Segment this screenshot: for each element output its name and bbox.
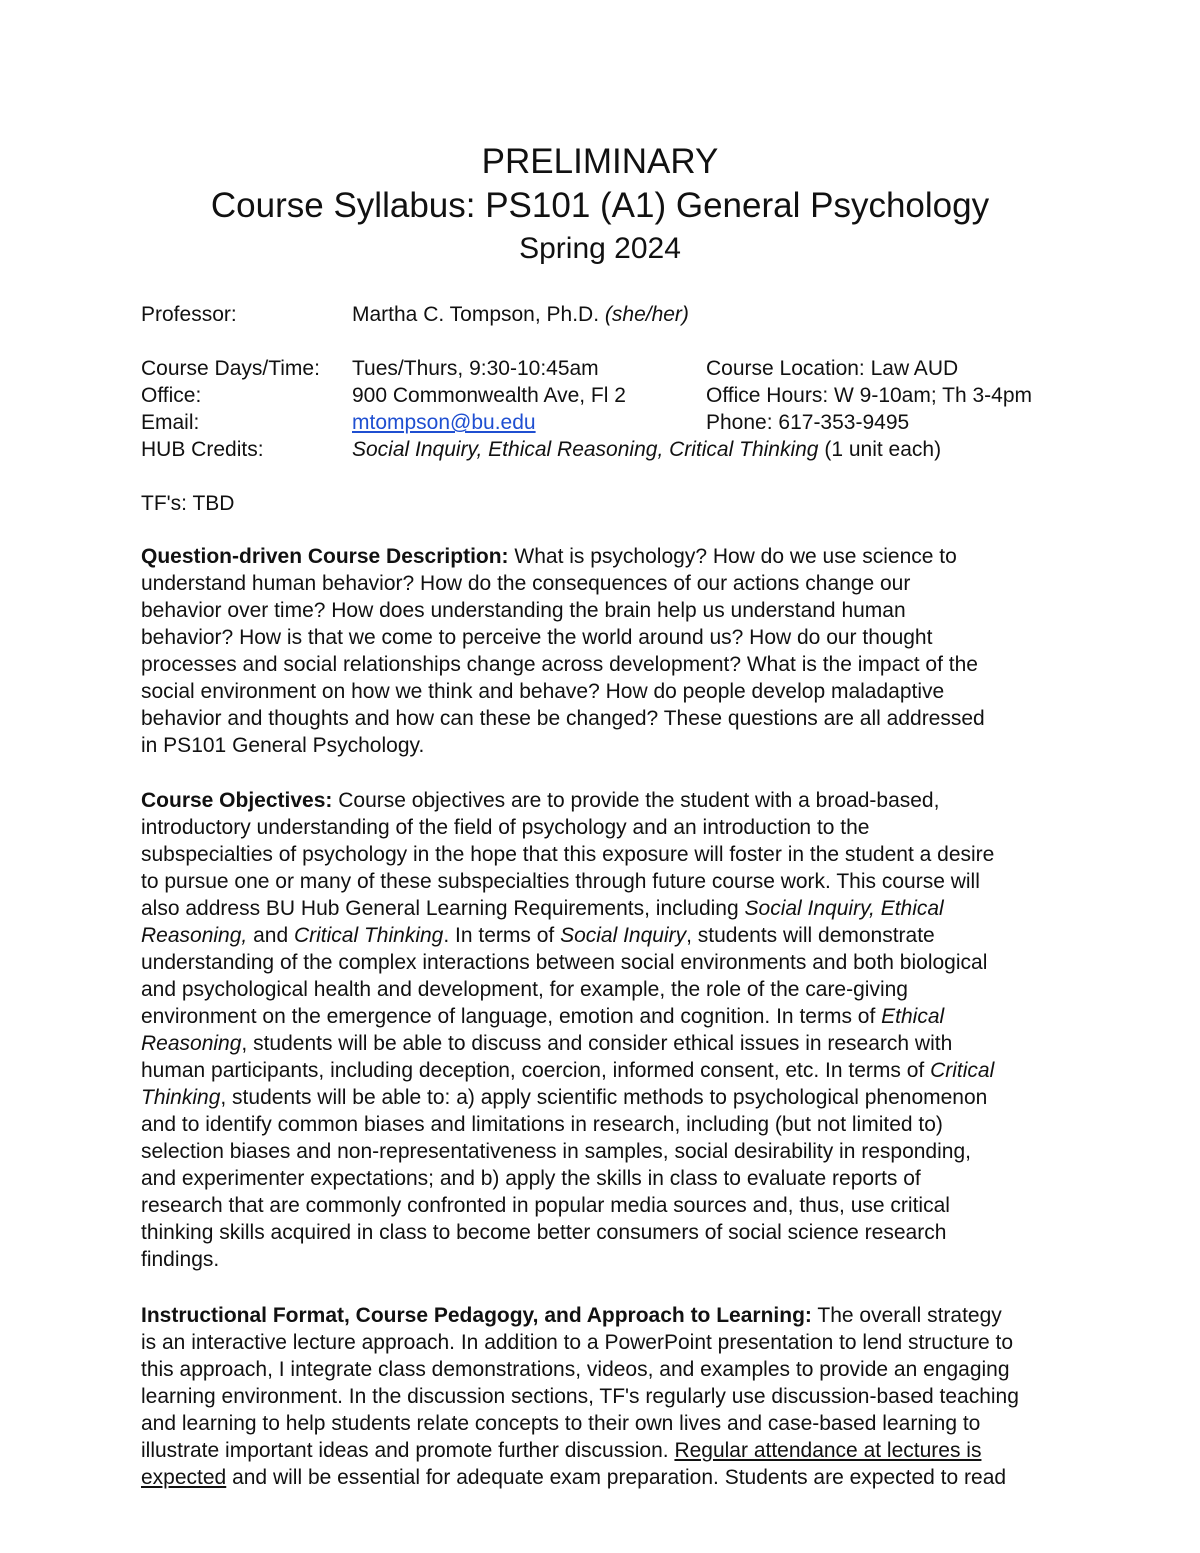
title-block <box>0 140 1200 270</box>
objectives-text: environment on the emergence of language, emotion and cognition. In terms of <box>141 1005 882 1028</box>
professor-name: Martha C. Tompson, Ph.D. <box>352 303 605 326</box>
instructional-format <box>141 1302 1131 1491</box>
course-location-label: Course Location: <box>706 357 865 380</box>
description-line: social environment on how we think and behave? How do people develop maladaptive <box>141 680 945 703</box>
objectives-italic: Reasoning <box>141 1032 242 1055</box>
objectives-text: , students will be able to discuss and consider ethical issues in research with <box>241 1032 953 1055</box>
objectives-line: and to identify common biases and limitations in research, including (but not limited to) <box>141 1113 943 1136</box>
format-line: and learning to help students relate concepts to their own lives and case-based learning to <box>141 1412 981 1435</box>
objectives-line <box>141 922 1131 949</box>
phone-label: Phone: <box>706 411 773 434</box>
description-line: behavior and thoughts and how can these be changed? These questions are all addressed <box>141 707 985 730</box>
objectives-line: Course objectives are to provide the student with a broad-based, <box>338 789 940 812</box>
phone-value: 617-353-9495 <box>778 411 910 434</box>
course-location <box>706 355 958 382</box>
office-label: Office: <box>141 384 202 407</box>
format-text: illustrate important ideas and promote further discussion. <box>141 1439 675 1462</box>
professor-pronouns: (she/her) <box>604 303 689 326</box>
format-line: learning environment. In the discussion sections, TF's regularly use discussion-based teaching <box>141 1385 1019 1408</box>
professor-label: Professor: <box>141 303 237 326</box>
objectives-line: subspecialties of psychology in the hope that this exposure will foster in the student a desire <box>141 843 995 866</box>
format-line <box>141 1437 1131 1464</box>
course-days-label: Course Days/Time: <box>141 357 320 380</box>
objectives-line: selection biases and non-representativeness in samples, social desirability in responding, <box>141 1140 971 1163</box>
objectives-line <box>141 1084 1131 1111</box>
format-heading: Instructional Format, Course Pedagogy, and Approach to Learning: <box>141 1304 812 1327</box>
objectives-line <box>141 1003 1131 1030</box>
objectives-text: . In terms of <box>443 924 561 947</box>
objectives-line: thinking skills acquired in class to become better consumers of social science research <box>141 1221 947 1244</box>
objectives-text: human participants, including deception, coercion, informed consent, etc. In terms of <box>141 1059 931 1082</box>
office-hours <box>706 382 1032 409</box>
objectives-italic: Reasoning, <box>141 924 248 947</box>
office-hours-label: Office Hours: <box>706 384 829 407</box>
office-value: 900 Commonwealth Ave, Fl 2 <box>352 384 626 407</box>
format-line: is an interactive lecture approach. In addition to a PowerPoint presentation to lend structure to <box>141 1331 1014 1354</box>
objectives-line <box>141 1030 1131 1057</box>
course-location-value: Law AUD <box>870 357 959 380</box>
objectives-line <box>141 895 1131 922</box>
format-line: The overall strategy <box>817 1304 1002 1327</box>
objectives-heading: Course Objectives: <box>141 789 333 812</box>
course-days-value: Tues/Thurs, 9:30-10:45am <box>352 357 599 380</box>
preliminary-heading: PRELIMINARY <box>481 142 719 181</box>
format-line <box>141 1464 1131 1491</box>
objectives-line: research that are commonly confronted in popular media sources and, thus, use critical <box>141 1194 950 1217</box>
course-title: Course Syllabus: PS101 (A1) General Psychology <box>210 186 990 225</box>
tfs-text: TF's: TBD <box>141 492 235 515</box>
objectives-text: also address BU Hub General Learning Requirements, including <box>141 897 745 920</box>
hub-credits-value <box>352 436 941 463</box>
attendance-underlined: expected <box>141 1466 227 1489</box>
professor-value <box>352 301 689 328</box>
objectives-italic: Critical Thinking <box>293 924 444 947</box>
office-hours-value: W 9-10am; Th 3-4pm <box>834 384 1033 407</box>
objectives-italic: Critical <box>930 1059 995 1082</box>
objectives-line: introductory understanding of the field of psychology and an introduction to the <box>141 816 870 839</box>
hub-credits-units: (1 unit each) <box>818 438 942 461</box>
format-text: and will be essential for adequate exam preparation. Students are expected to read <box>226 1466 1007 1489</box>
description-line: What is psychology? How do we use science to <box>514 545 957 568</box>
description-line: understand human behavior? How do the consequences of our actions change our <box>141 572 911 595</box>
objectives-italic: Thinking <box>141 1086 221 1109</box>
objectives-italic: Social Inquiry, Ethical <box>744 897 944 920</box>
description-line: behavior? How is that we come to perceive the world around us? How do our thought <box>141 626 933 649</box>
objectives-line <box>141 1057 1131 1084</box>
hub-credits-label: HUB Credits: <box>141 438 264 461</box>
objectives-italic: Social Inquiry <box>560 924 687 947</box>
objectives-text: , students will demonstrate <box>686 924 935 947</box>
description-line: processes and social relationships change across development? What is the impact of the <box>141 653 978 676</box>
objectives-line: and psychological health and development, for example, the role of the care-giving <box>141 978 908 1001</box>
objectives-line: to pursue one or many of these subspecialties through future course work. This course will <box>141 870 980 893</box>
objectives-text: , students will be able to: a) apply scientific methods to psychological phenomenon <box>220 1086 988 1109</box>
hub-credits-areas: Social Inquiry, Ethical Reasoning, Critical Thinking <box>352 438 819 461</box>
format-line: this approach, I integrate class demonstrations, videos, and examples to provide an engaging <box>141 1358 1010 1381</box>
course-objectives <box>141 787 1131 1273</box>
phone <box>706 409 909 436</box>
objectives-line: understanding of the complex interactions between social environments and both biological <box>141 951 988 974</box>
email-link[interactable]: mtompson@bu.edu <box>352 411 536 434</box>
attendance-underlined: Regular attendance at lectures is <box>674 1439 982 1462</box>
term-heading: Spring 2024 <box>519 232 681 265</box>
objectives-line: and experimenter expectations; and b) apply the skills in class to evaluate reports of <box>141 1167 921 1190</box>
objectives-text: and <box>247 924 294 947</box>
description-line: behavior over time? How does understanding the brain help us understand human <box>141 599 906 622</box>
course-description <box>141 543 1131 759</box>
description-heading: Question-driven Course Description: <box>141 545 509 568</box>
description-line: in PS101 General Psychology. <box>141 734 425 757</box>
objectives-italic: Ethical <box>881 1005 945 1028</box>
objectives-line: findings. <box>141 1248 220 1271</box>
email-label: Email: <box>141 411 200 434</box>
